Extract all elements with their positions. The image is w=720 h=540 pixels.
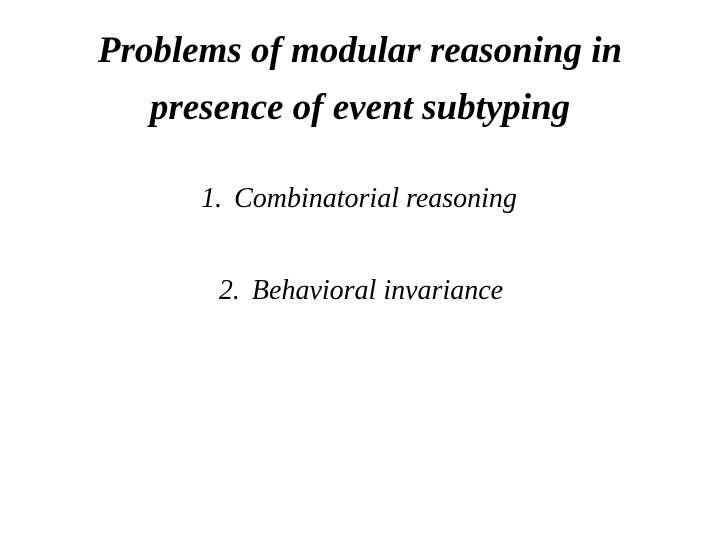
- list-item-1-label: Combinatorial reasoning: [234, 183, 517, 214]
- list-item-2-number: 2.: [218, 275, 240, 306]
- list-item-2-label: Behavioral invariance: [251, 275, 504, 306]
- list-item-2: [1, 274, 720, 308]
- list-item-1-number: 1.: [201, 183, 223, 214]
- list-item-1: [0, 182, 719, 216]
- slide-title: [0, 22, 720, 136]
- slide-title-line-1: Problems of modular reasoning in: [97, 30, 623, 71]
- slide-title-line-2: presence of event subtyping: [149, 87, 571, 128]
